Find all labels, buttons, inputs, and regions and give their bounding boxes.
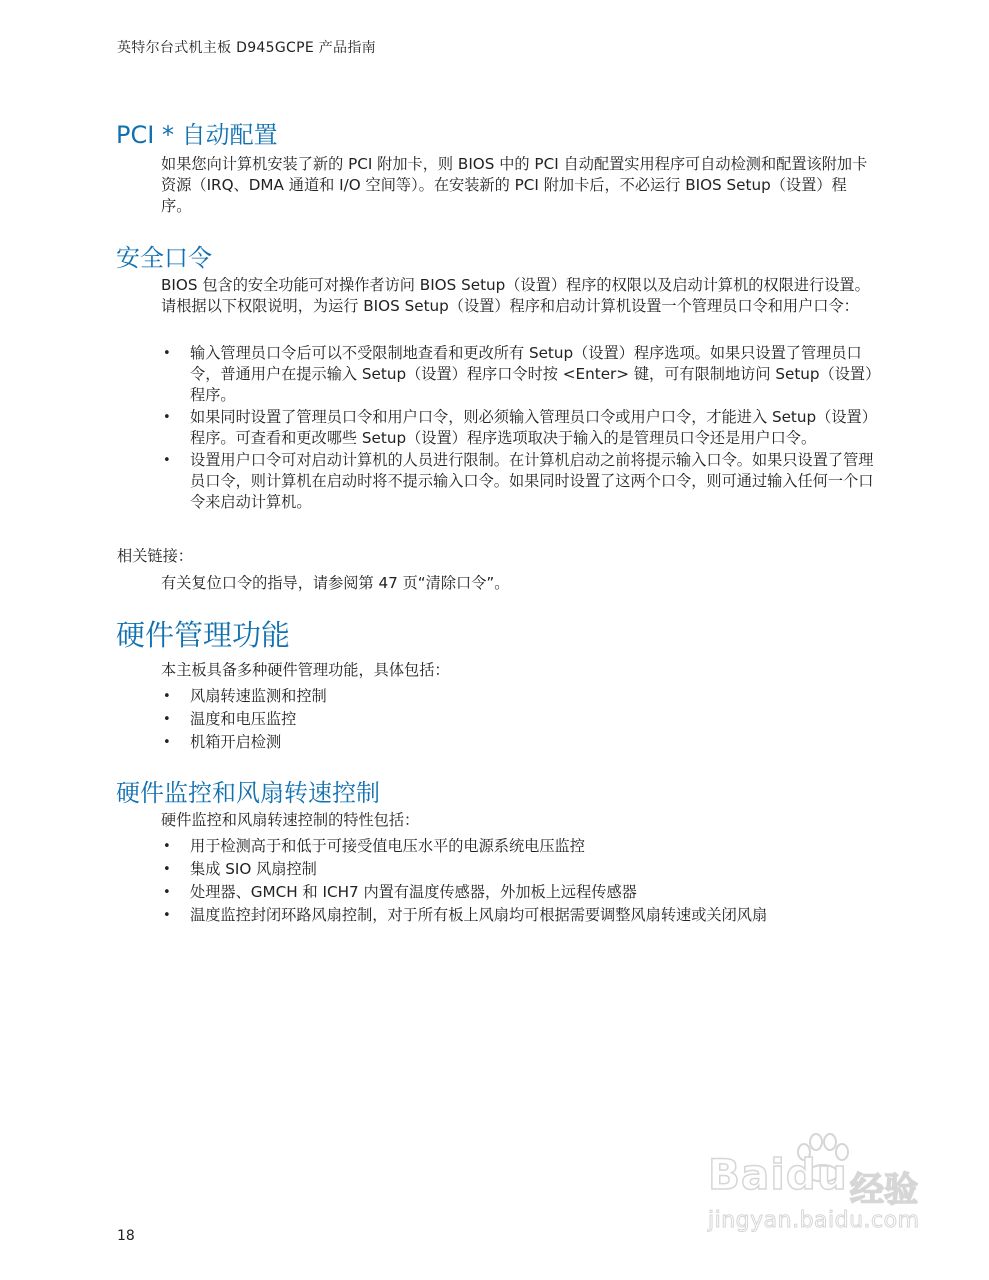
bullet-icon: • [163, 862, 171, 877]
pci-paragraph: 如果您向计算机安装了新的 PCI 附加卡，则 BIOS 中的 PCI 自动配置实用程序可自动检测和配置该附加卡资源（IRQ、DMA 通道和 I/O 空间等）。在安装新的 PCI 附加卡后，不必运行 BIOS Setup（设置）程序。 [161, 155, 868, 215]
list-item: • 输入管理员口令后可以不受限制地查看和更改所有 Setup（设置）程序选项。如果只设置了管理员口令，普通用户在提示输入 Setup（设置）程序口令时按 <Enter> 键，可有限制地访问 Setup（设置）程序。 [163, 344, 873, 404]
list-item: • 温度和电压监控 [163, 710, 297, 728]
watermark-logo: Baidu [708, 1150, 848, 1199]
list-item: • 温度监控封闭环路风扇控制，对于所有板上风扇均可根据需要调整风扇转速或关闭风扇 [163, 906, 768, 924]
running-header: 英特尔台式机主板 D945GCPE 产品指南 [117, 40, 376, 56]
baidu-jingyan-watermark [690, 1130, 940, 1250]
related-links-label: 相关链接： [117, 547, 193, 565]
bullet-icon: • [163, 839, 171, 854]
section-title-hardware-management: 硬件管理功能 [116, 618, 291, 652]
bullet-icon: • [163, 346, 171, 361]
watermark-cn: 经验 [850, 1170, 918, 1210]
section-title-password: 安全口令 [116, 244, 212, 272]
section-title-pci: PCI * 自动配置 [116, 121, 278, 149]
hardware-management-bullet-list [161, 686, 876, 755]
bullet-icon: • [163, 885, 171, 900]
list-item: • 集成 SIO 风扇控制 [163, 860, 317, 878]
hardware-management-intro: 本主板具备多种硬件管理功能，具体包括： [161, 661, 450, 679]
list-item: • 如果同时设置了管理员口令和用户口令，则必须输入管理员口令或用户口令，才能进入 Setup（设置）程序。可查看和更改哪些 Setup（设置）程序选项取决于输入的是管理员口令还是用户口令。 [163, 408, 870, 447]
list-item: • 处理器、GMCH 和 ICH7 内置有温度传感器，外加板上远程传感器 [163, 883, 637, 901]
watermark-url: jingyan.baidu.com [708, 1208, 920, 1233]
bullet-icon: • [163, 689, 171, 704]
hardware-monitoring-bullet-list [161, 836, 876, 928]
list-item: • 风扇转速监测和控制 [163, 687, 327, 705]
list-item: • 用于检测高于和低于可接受值电压水平的电源系统电压监控 [163, 837, 585, 855]
bullet-icon: • [163, 908, 171, 923]
bullet-icon: • [163, 410, 171, 425]
bullet-icon: • [163, 735, 171, 750]
section-title-hardware-monitoring: 硬件监控和风扇转速控制 [116, 779, 380, 807]
password-paragraph: BIOS 包含的安全功能可对操作者访问 BIOS Setup（设置）程序的权限以及启动计算机的权限进行设置。请根据以下权限说明，为运行 BIOS Setup（设置）程序和启动计算机设置一个管理员口令和用户口令： [161, 276, 870, 315]
bullet-icon: • [163, 712, 171, 727]
related-link-text[interactable]: 有关复位口令的指导，请参阅第 47 页“清除口令”。 [161, 574, 510, 592]
password-bullet-list [161, 343, 876, 514]
list-item: • 机箱开启检测 [163, 733, 282, 751]
hardware-monitoring-intro: 硬件监控和风扇转速控制的特性包括： [161, 811, 420, 829]
page-number: 18 [117, 1228, 135, 1244]
bullet-icon: • [163, 453, 171, 468]
list-item: • 设置用户口令可对启动计算机的人员进行限制。在计算机启动之前将提示输入口令。如果只设置了管理员口令，则计算机在启动时将不提示输入口令。如果同时设置了这两个口令，则可通过输入任何一个口令来启动计算机。 [163, 451, 874, 511]
